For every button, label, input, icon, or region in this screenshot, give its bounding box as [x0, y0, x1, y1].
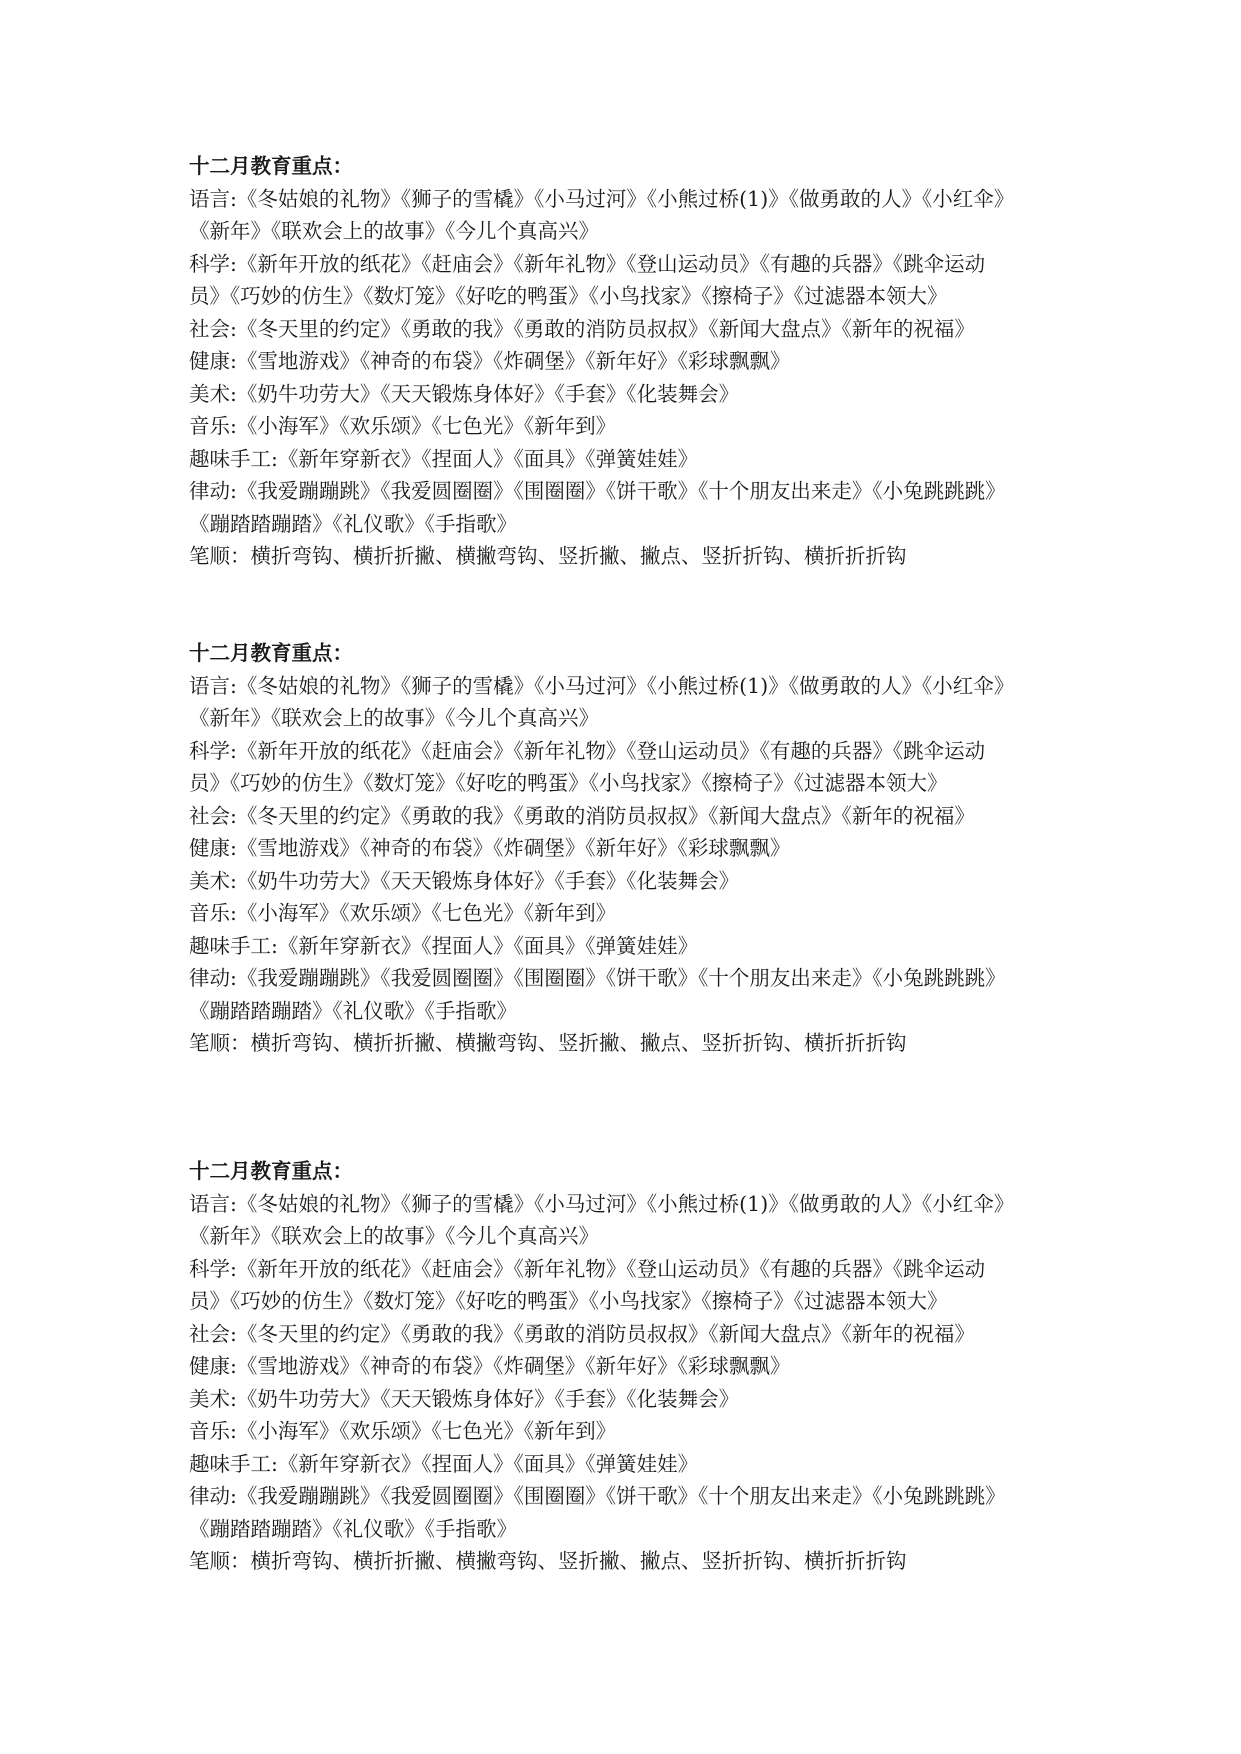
science-line-continued: 员》《巧妙的仿生》《数灯笼》《好吃的鸭蛋》《小鸟找家》《擦椅子》《过滤器本领大》 — [189, 771, 948, 795]
rhythm-line-continued: 《蹦踏踏蹦踏》《礼仪歌》《手指歌》 — [189, 998, 517, 1023]
music-line: 音乐:《小海军》《欢乐颂》《七色光》《新年到》 — [189, 414, 617, 438]
stroke-order-line: 笔顺：横折弯钩、横折折撇、横撇弯钩、竖折撇、撇点、竖折折钩、横折折折钩 — [189, 1031, 907, 1055]
language-line-continued: 《新年》《联欢会上的故事》《今儿个真高兴》 — [189, 1224, 599, 1248]
curriculum-section — [189, 637, 1069, 1060]
science-line: 科学:《新年开放的纸花》《赶庙会》《新年礼物》《登山运动员》《有趣的兵器》《跳伞运动 — [189, 251, 986, 276]
art-line: 美术:《奶牛功劳大》《天天锻炼身体好》《手套》《化装舞会》 — [189, 381, 740, 406]
science-line: 科学:《新年开放的纸花》《赶庙会》《新年礼物》《登山运动员》《有趣的兵器》《跳伞运动 — [189, 1256, 986, 1281]
language-line: 语言:《冬姑娘的礼物》《狮子的雪橇》《小马过河》《小熊过桥(1)》《做勇敢的人》《小红伞》 — [189, 673, 1015, 698]
section-title: 十二月教育重点： — [189, 154, 353, 178]
rhythm-line-continued: 《蹦踏踏蹦踏》《礼仪歌》《手指歌》 — [189, 1516, 517, 1541]
rhythm-line: 律动:《我爱蹦蹦跳》《我爱圆圈圈》《围圈圈》《饼干歌》《十个朋友出来走》《小兔跳跳跳》 — [189, 479, 1006, 503]
science-line: 科学:《新年开放的纸花》《赶庙会》《新年礼物》《登山运动员》《有趣的兵器》《跳伞运动 — [189, 738, 986, 763]
society-line: 社会:《冬天里的约定》《勇敢的我》《勇敢的消防员叔叔》《新闻大盘点》《新年的祝福》 — [189, 316, 975, 341]
art-line: 美术:《奶牛功劳大》《天天锻炼身体好》《手套》《化装舞会》 — [189, 868, 740, 893]
stroke-order-line: 笔顺：横折弯钩、横折折撇、横撇弯钩、竖折撇、撇点、竖折折钩、横折折折钩 — [189, 1549, 907, 1573]
health-line: 健康:《雪地游戏》《神奇的布袋》《炸碉堡》《新年好》《彩球飘飘》 — [189, 836, 791, 860]
music-line: 音乐:《小海军》《欢乐颂》《七色光》《新年到》 — [189, 901, 617, 925]
section-title: 十二月教育重点： — [189, 1159, 353, 1183]
curriculum-section — [189, 1155, 1069, 1578]
section-title: 十二月教育重点： — [189, 641, 353, 665]
handcraft-line: 趣味手工:《新年穿新衣》《捏面人》《面具》《弹簧娃娃》 — [189, 1451, 699, 1476]
language-line: 语言:《冬姑娘的礼物》《狮子的雪橇》《小马过河》《小熊过桥(1)》《做勇敢的人》《小红伞》 — [189, 1191, 1015, 1216]
music-line: 音乐:《小海军》《欢乐颂》《七色光》《新年到》 — [189, 1419, 617, 1443]
society-line: 社会:《冬天里的约定》《勇敢的我》《勇敢的消防员叔叔》《新闻大盘点》《新年的祝福》 — [189, 1321, 975, 1346]
handcraft-line: 趣味手工:《新年穿新衣》《捏面人》《面具》《弹簧娃娃》 — [189, 933, 699, 958]
curriculum-section — [189, 150, 1069, 573]
handcraft-line: 趣味手工:《新年穿新衣》《捏面人》《面具》《弹簧娃娃》 — [189, 446, 699, 471]
society-line: 社会:《冬天里的约定》《勇敢的我》《勇敢的消防员叔叔》《新闻大盘点》《新年的祝福》 — [189, 803, 975, 828]
rhythm-line: 律动:《我爱蹦蹦跳》《我爱圆圈圈》《围圈圈》《饼干歌》《十个朋友出来走》《小兔跳跳跳》 — [189, 966, 1006, 990]
health-line: 健康:《雪地游戏》《神奇的布袋》《炸碉堡》《新年好》《彩球飘飘》 — [189, 1354, 791, 1378]
health-line: 健康:《雪地游戏》《神奇的布袋》《炸碉堡》《新年好》《彩球飘飘》 — [189, 349, 791, 373]
language-line-continued: 《新年》《联欢会上的故事》《今儿个真高兴》 — [189, 706, 599, 730]
science-line-continued: 员》《巧妙的仿生》《数灯笼》《好吃的鸭蛋》《小鸟找家》《擦椅子》《过滤器本领大》 — [189, 1289, 948, 1313]
language-line-continued: 《新年》《联欢会上的故事》《今儿个真高兴》 — [189, 219, 599, 243]
rhythm-line: 律动:《我爱蹦蹦跳》《我爱圆圈圈》《围圈圈》《饼干歌》《十个朋友出来走》《小兔跳跳跳》 — [189, 1484, 1006, 1508]
stroke-order-line: 笔顺：横折弯钩、横折折撇、横撇弯钩、竖折撇、撇点、竖折折钩、横折折折钩 — [189, 544, 907, 568]
science-line-continued: 员》《巧妙的仿生》《数灯笼》《好吃的鸭蛋》《小鸟找家》《擦椅子》《过滤器本领大》 — [189, 284, 948, 308]
art-line: 美术:《奶牛功劳大》《天天锻炼身体好》《手套》《化装舞会》 — [189, 1386, 740, 1411]
rhythm-line-continued: 《蹦踏踏蹦踏》《礼仪歌》《手指歌》 — [189, 511, 517, 536]
language-line: 语言:《冬姑娘的礼物》《狮子的雪橇》《小马过河》《小熊过桥(1)》《做勇敢的人》《小红伞》 — [189, 186, 1015, 211]
